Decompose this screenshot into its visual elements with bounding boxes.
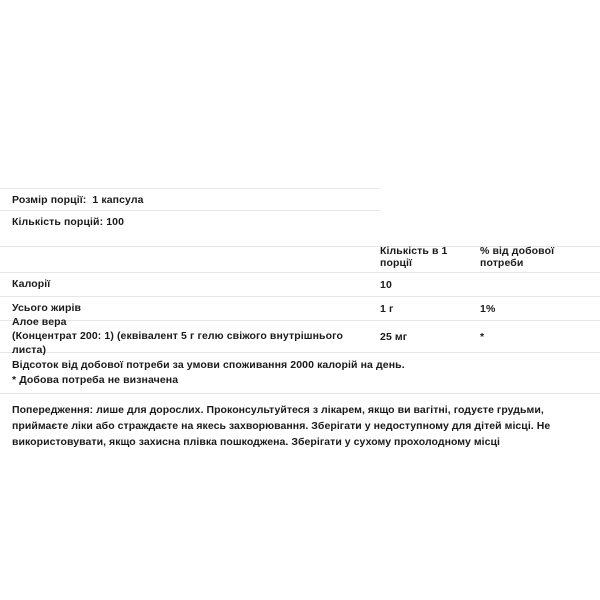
nutrient-description: (Концентрат 200: 1) (еквівалент 5 г гелю свіжого внутрішнього листа) <box>12 330 343 357</box>
table-row <box>0 315 600 357</box>
serving-size-row <box>0 188 380 210</box>
servings-per-container-row <box>0 210 380 232</box>
serving-size-value: 1 капсула <box>92 193 144 206</box>
nutrient-amount: 25 мг <box>380 330 408 343</box>
nutrient-name: Калорії <box>12 277 51 290</box>
nutrient-amount: 10 <box>380 278 392 291</box>
nutrient-name: Усього жирів <box>12 301 82 314</box>
warning-text: Попередження: лише для дорослих. Проконсультуйтеся з лікарем, якщо ви вагітні, годуєте грудьми, приймаєте ліки або страждаєте на якесь захворювання. Зберігати у недоступному для дітей місці. Не використовувати, якщо захисна плівка пошкоджена. Зберігати у сухому прохолодному місці <box>12 403 551 448</box>
column-header-daily-value: % від добової потреби <box>480 245 555 269</box>
serving-size-line <box>12 194 144 206</box>
nutrient-daily-value: * <box>480 330 485 343</box>
serving-size-label: Розмір порції: <box>12 193 87 206</box>
footnote-daily-value-basis: Відсоток від добової потреби за умови споживання 2000 калорій на день. <box>12 359 405 371</box>
footnote-asterisk: * Добова потреба не визначена <box>12 373 179 386</box>
nutrient-daily-value: 1% <box>480 302 496 315</box>
nutrient-name-block <box>12 316 380 358</box>
column-header-amount: Кількість в 1 порції <box>380 245 448 269</box>
footnotes-block <box>0 352 600 393</box>
servings-per-container-value: 100 <box>106 215 125 228</box>
servings-per-container-label: Кількість порцій: <box>12 215 104 228</box>
supplement-facts-panel <box>0 188 600 451</box>
warning-block <box>0 393 600 451</box>
table-row <box>0 272 600 296</box>
table-spacer <box>0 232 600 246</box>
table-header-row <box>0 246 600 272</box>
nutrient-name: Алое вера <box>12 315 67 328</box>
servings-per-container-line <box>12 216 124 228</box>
nutrient-amount: 1 г <box>380 302 394 315</box>
